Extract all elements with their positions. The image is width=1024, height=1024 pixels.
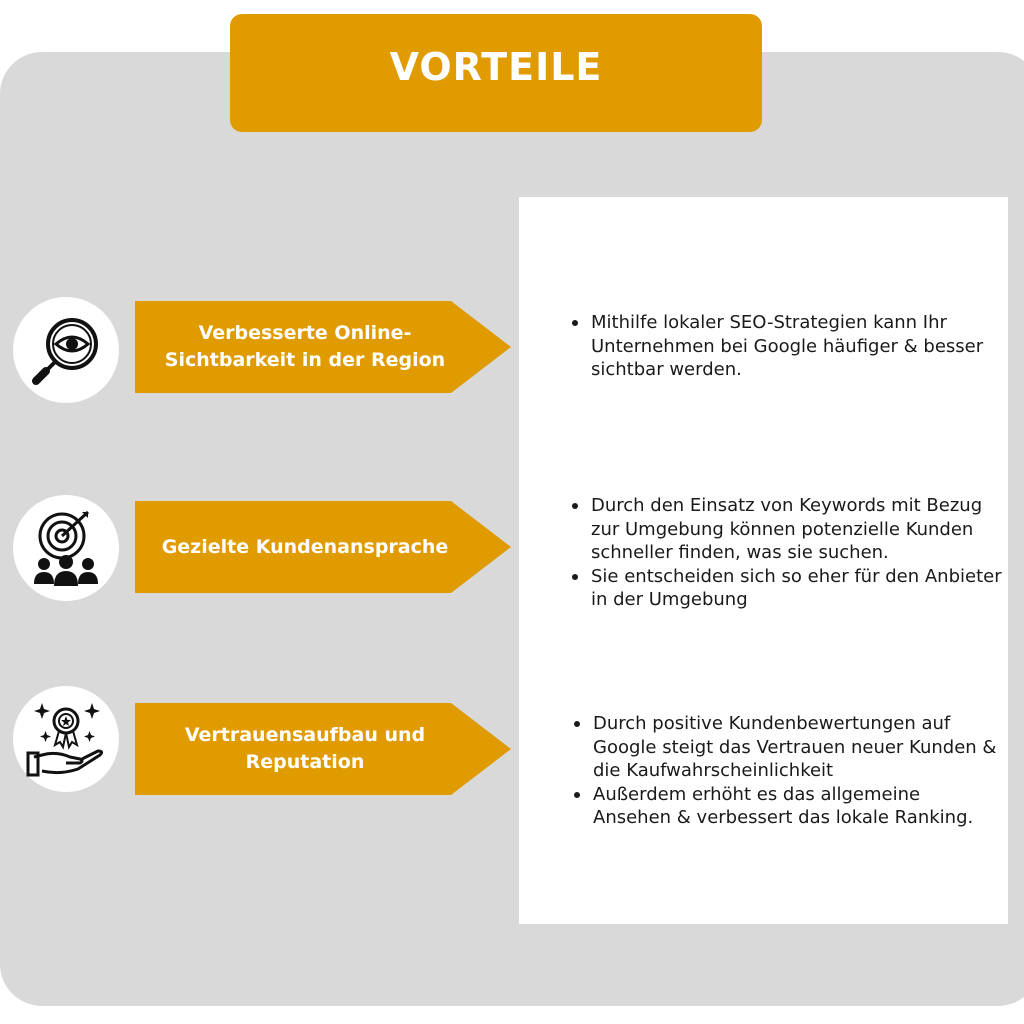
benefit-arrow-3 <box>135 703 511 795</box>
benefit-arrow-2 <box>135 501 511 593</box>
hand-award-icon <box>13 686 119 792</box>
benefit-label: Vertrauensaufbau und Reputation <box>184 724 426 773</box>
benefit-label: Verbesserte Online-Sichtbarkeit in der Region <box>164 322 446 371</box>
bullet-list-3 <box>571 712 1003 830</box>
list-item: Sie entscheiden sich so eher für den Anbieter in der Umgebung <box>569 565 1009 612</box>
bullet-list-2 <box>569 494 1009 612</box>
list-item: Durch den Einsatz von Keywords mit Bezug zur Umgebung können potenzielle Kunden schneller finden, was sie suchen. <box>569 494 1009 565</box>
list-item: Mithilfe lokaler SEO-Strategien kann Ihr Unternehmen bei Google häufiger & besser sichtbar werden. <box>569 311 989 382</box>
page-title: VORTEILE <box>389 45 603 89</box>
magnifier-eye-icon <box>13 297 119 403</box>
benefit-arrow-1 <box>135 301 511 393</box>
title-banner <box>230 14 762 132</box>
bullet-list-1 <box>569 311 989 382</box>
list-item: Durch positive Kundenbewertungen auf Google steigt das Vertrauen neuer Kunden & die Kaufwahrscheinlichkeit <box>571 712 1003 783</box>
benefit-label: Gezielte Kundenansprache <box>161 535 449 558</box>
target-audience-icon <box>13 495 119 601</box>
list-item: Außerdem erhöht es das allgemeine Ansehen & verbessert das lokale Ranking. <box>571 783 1003 830</box>
